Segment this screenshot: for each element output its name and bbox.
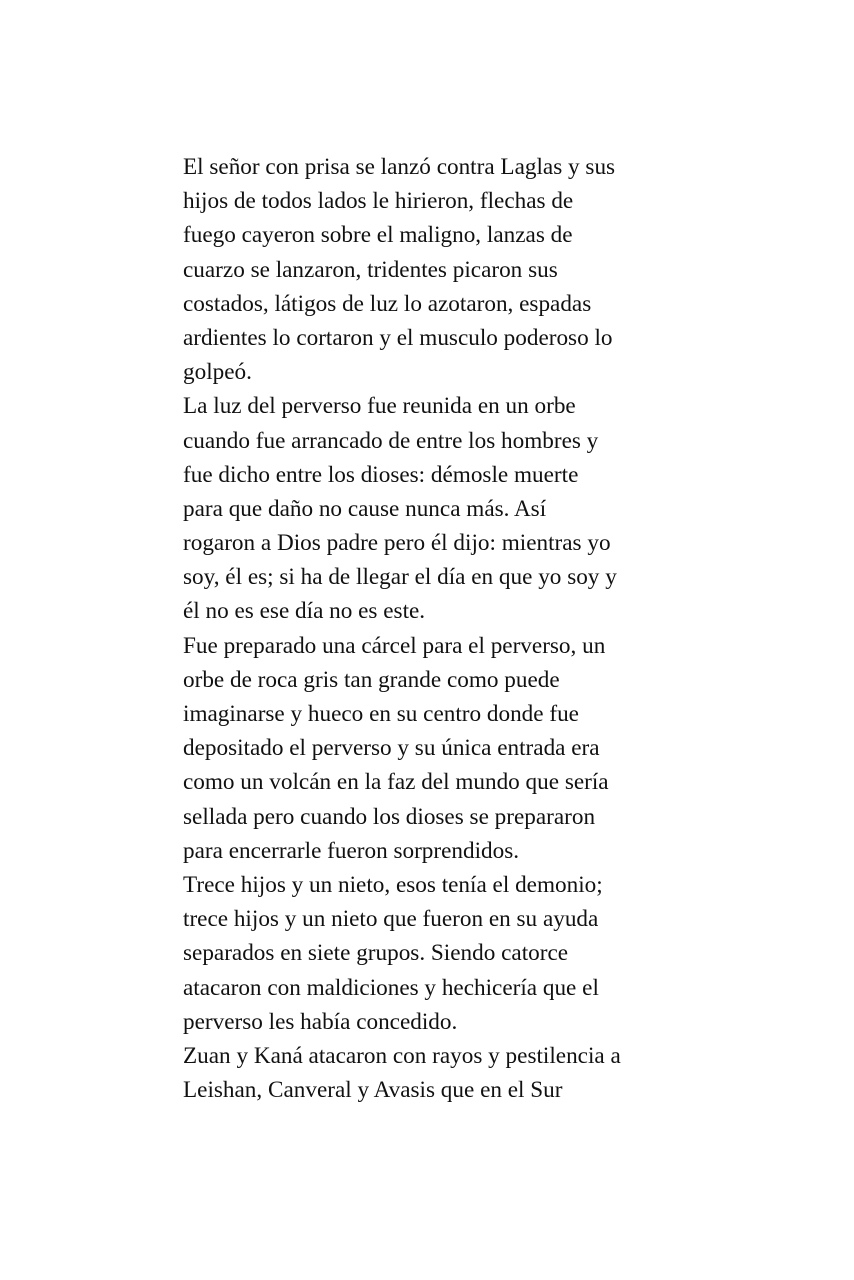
text-line: golpeó. xyxy=(183,359,252,386)
text-line: rogaron a Dios padre pero él dijo: mientras yo xyxy=(183,530,611,557)
text-line: para encerrarle fueron sorprendidos. xyxy=(183,837,520,864)
text-line: costados, látigos de luz lo azotaron, espadas xyxy=(183,290,592,317)
text-line: Leishan, Canveral y Avasis que en el Sur xyxy=(183,1077,563,1104)
text-line: trece hijos y un nieto que fueron en su ayuda xyxy=(183,906,599,933)
text-line: imaginarse y hueco en su centro donde fue xyxy=(183,701,579,727)
text-line: fuego cayeron sobre el maligno, lanzas de xyxy=(183,222,573,249)
text-line: como un volcán en la faz del mundo que sería xyxy=(183,769,609,796)
text-line: perverso les había concedido. xyxy=(183,1008,458,1035)
text-line: Fue preparado una cárcel para el perverso, un xyxy=(183,632,606,659)
text-line: cuarzo se lanzaron, tridentes picaron sus xyxy=(183,256,558,283)
text-line: separados en siete grupos. Siendo catorce xyxy=(183,940,569,967)
text-line: sellada pero cuando los dioses se prepararon xyxy=(183,803,596,830)
text-line: él no es ese día no es este. xyxy=(183,598,426,625)
text-line: Trece hijos y un nieto, esos tenía el demonio; xyxy=(183,871,603,898)
text-line: Zuan y Kaná atacaron con rayos y pestilencia a xyxy=(183,1042,621,1069)
text-line: soy, él es; si ha de llegar el día en que yo soy y xyxy=(183,564,617,591)
text-line: El señor con prisa se lanzó contra Laglas y sus xyxy=(183,154,616,180)
text-line: depositado el perverso y su única entrada era xyxy=(183,735,600,762)
text-line: cuando fue arrancado de entre los hombres y xyxy=(183,427,599,454)
text-line: hijos de todos lados le hirieron, flechas de xyxy=(183,188,574,215)
text-line: orbe de roca gris tan grande como puede xyxy=(183,666,560,693)
text-line: fue dicho entre los dioses: démosle muerte xyxy=(183,461,579,488)
text-line: para que daño no cause nunca más. Así xyxy=(183,495,547,522)
text-line: ardientes lo cortaron y el musculo poderoso lo xyxy=(183,324,613,351)
text-line: atacaron con maldiciones y hechicería que el xyxy=(183,974,599,1001)
text-line: La luz del perverso fue reunida en un orbe xyxy=(183,393,576,420)
body-text xyxy=(183,150,683,1107)
